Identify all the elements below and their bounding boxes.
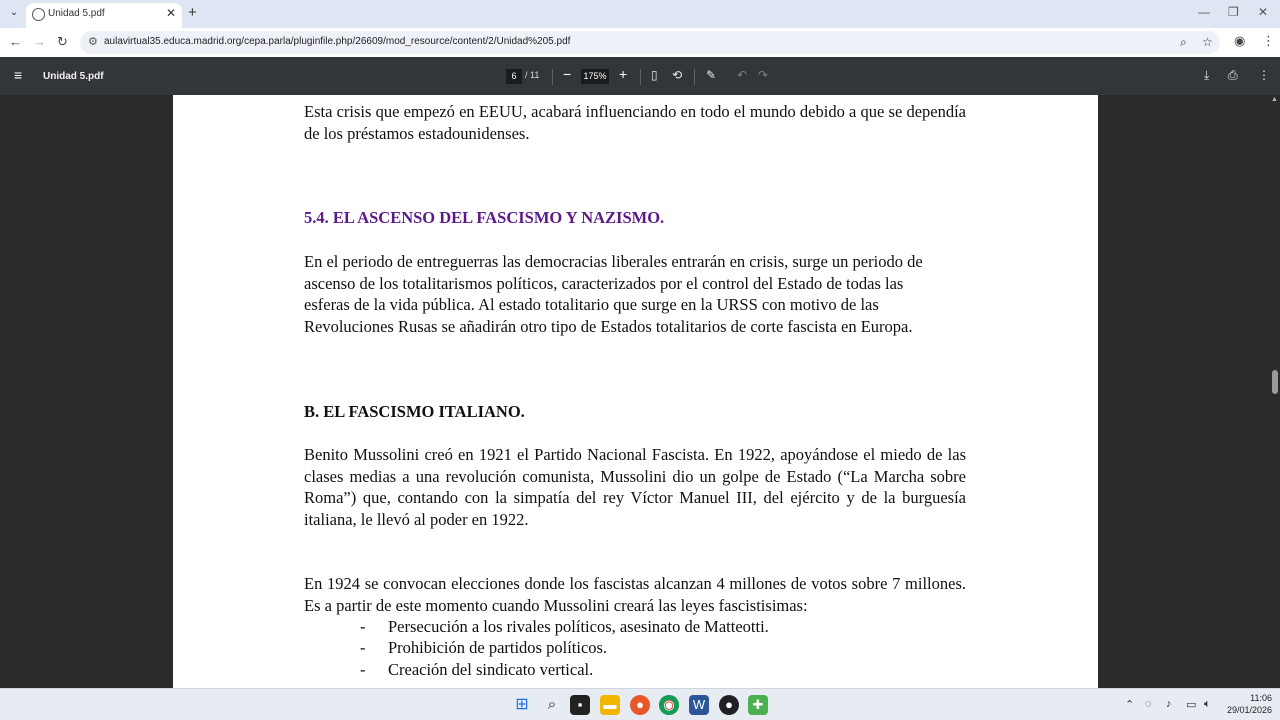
page-total: / 11: [525, 70, 540, 80]
pdf-document-title: Unidad 5.pdf: [43, 71, 104, 82]
tab-title: Unidad 5.pdf: [48, 8, 105, 19]
app-icon[interactable]: ●: [719, 695, 739, 715]
print-icon[interactable]: ⎙: [1228, 68, 1238, 82]
pdf-viewer[interactable]: [0, 95, 1280, 688]
scrollbar-thumb[interactable]: [1272, 370, 1278, 394]
forward-arrow-icon[interactable]: →: [33, 34, 46, 49]
zoom-level-input[interactable]: 175%: [581, 69, 609, 84]
undo-icon[interactable]: ↶: [737, 68, 748, 82]
toolbar-divider: [552, 69, 553, 85]
tab-search-chevron-icon[interactable]: ⌄: [9, 7, 19, 18]
paragraph-entreguerras: En el periodo de entreguerras las democracias liberales entrarán en crisis, surge un periodo de ascenso de los totalitarismos políticos, caracterizados por el control del Estado de todas las esferas de la vida pública. Al estado totalitario que surge en la URSS con motivo de las Revoluciones Rusas se añadirán otro tipo de Estados totalitarios de corte fascista en Europa.: [304, 252, 923, 336]
annotate-pen-icon[interactable]: ✎: [706, 68, 717, 82]
new-tab-button[interactable]: +: [188, 4, 197, 21]
window-minimize-button[interactable]: —: [1198, 5, 1210, 19]
toolbar-divider: [694, 69, 695, 85]
section-heading-5-4: 5.4. EL ASCENSO DEL FASCISMO Y NAZISMO.: [304, 208, 665, 227]
scroll-up-arrow-icon[interactable]: ▲: [1271, 96, 1278, 103]
paragraph-crisis: Esta crisis que empezó en EEUU, acabará influenciando en todo el mundo debido a que se dependía de los préstamos estadounidenses.: [304, 102, 966, 143]
tab-favicon-icon: [32, 8, 45, 21]
pdf-toolbar: [0, 57, 1280, 95]
browser-tab-strip: [0, 0, 1280, 28]
profile-avatar-icon[interactable]: ◉: [1234, 33, 1246, 48]
list-item: Prohibición de partidos políticos.: [388, 638, 608, 657]
zoom-magnifier-icon[interactable]: ⌕: [1180, 35, 1187, 49]
page-number-input[interactable]: 6: [506, 69, 522, 84]
paragraph-1924: En 1924 se convocan elecciones donde los fascistas alcanzan 4 millones de votos sobre 7 millones. Es a partir de este momento cuando Mussolini creará las leyes fascistisimas:: [304, 574, 966, 615]
bookmark-star-icon[interactable]: ☆: [1202, 35, 1213, 49]
os-taskbar: [0, 688, 1280, 720]
back-arrow-icon[interactable]: ←: [9, 34, 22, 49]
sidebar-menu-icon[interactable]: ≡: [14, 67, 23, 83]
browser-navbar: [0, 28, 1280, 57]
bullet-marker: -: [360, 660, 366, 679]
system-clock[interactable]: [1222, 692, 1272, 716]
reload-icon[interactable]: ↻: [57, 34, 68, 49]
bullet-marker: -: [360, 638, 366, 657]
section-heading-fascismo-italiano: B. EL FASCISMO ITALIANO.: [304, 402, 525, 421]
browser-tab-active[interactable]: [26, 3, 182, 28]
list-item: Creación del sindicato vertical.: [388, 660, 594, 679]
address-bar[interactable]: [80, 31, 1220, 54]
bullet-marker: -: [360, 617, 366, 636]
window-close-button[interactable]: ✕: [1258, 5, 1269, 19]
redo-icon[interactable]: ↷: [758, 68, 769, 82]
browser-menu-icon[interactable]: ⋮: [1262, 33, 1275, 48]
task-view-icon[interactable]: ▪: [570, 695, 590, 715]
volume-icon[interactable]: 🔈︎: [1204, 698, 1211, 710]
tab-close-icon[interactable]: ✕: [165, 6, 176, 20]
fit-to-page-icon[interactable]: ▯: [651, 68, 658, 82]
paragraph-mussolini: Benito Mussolini creó en 1921 el Partido Nacional Fascista. En 1922, apoyándose el miedo de las clases medias a una revolución comunista, Mussolini dio un golpe de Estado (“La Marcha sobre Roma”) que, contando con la simpatía del rey Víctor Manuel III, del ejército y de la burguesía italiana, le llevó al poder en 1922.: [304, 445, 966, 529]
more-options-icon[interactable]: ⋮: [1258, 68, 1270, 82]
windows-start-icon[interactable]: ⊞: [515, 696, 529, 713]
microphone-icon[interactable]: ♪: [1166, 698, 1172, 710]
search-icon[interactable]: ⌕: [547, 696, 557, 713]
display-icon[interactable]: ▭: [1186, 699, 1197, 711]
tool-icon[interactable]: ✚: [748, 695, 768, 715]
file-explorer-icon[interactable]: ▬: [600, 695, 620, 715]
download-icon[interactable]: ⤓: [1204, 68, 1210, 82]
address-bar-url[interactable]: aulavirtual35.educa.madrid.org/cepa.parla/pluginfile.php/26609/mod_resource/content/2/Unidad%205.pdf: [104, 36, 571, 47]
rotate-icon[interactable]: ⟲: [672, 68, 683, 82]
network-icon[interactable]: ◌: [1145, 698, 1152, 710]
firefox-icon[interactable]: ●: [630, 695, 650, 715]
clock-date: 29/01/2026: [1226, 705, 1272, 715]
toolbar-divider: [640, 69, 641, 85]
site-info-icon[interactable]: ⚙: [88, 36, 98, 48]
chrome-icon[interactable]: ◉: [659, 695, 679, 715]
list-item: Persecución a los rivales políticos, asesinato de Matteotti.: [388, 617, 769, 636]
window-maximize-button[interactable]: ❐: [1228, 5, 1239, 19]
clock-time: 11:06: [1250, 693, 1272, 703]
word-icon[interactable]: W: [689, 695, 709, 715]
zoom-in-button[interactable]: +: [619, 66, 628, 82]
zoom-out-button[interactable]: −: [563, 66, 572, 82]
tray-overflow-chevron-icon[interactable]: ⌃: [1125, 699, 1135, 711]
